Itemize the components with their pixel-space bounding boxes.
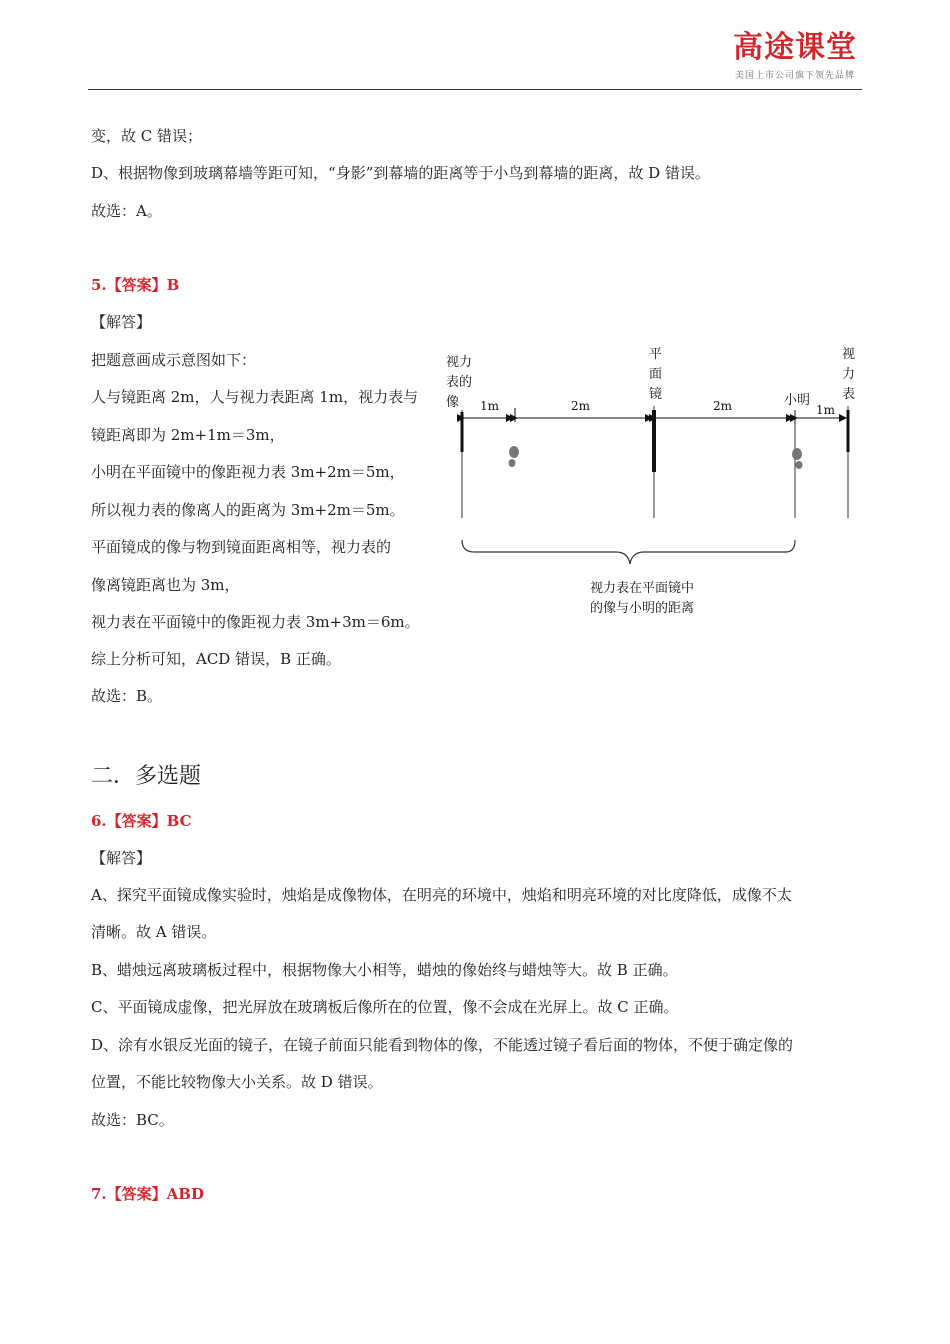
q5-line-1: 把题意画成示意图如下： [91,351,257,369]
q5-line-7: 像离镜距离也为 3m， [91,576,240,594]
q6-answer-value: BC [166,812,192,830]
q7-answer-value: ABD [166,1185,204,1203]
q6-solution-label: 【解答】 [91,849,152,867]
q6-line-6: 位置，不能比较物像大小关系。故 D 错误。 [91,1073,383,1091]
footprint-person-icon [792,448,803,469]
footprint-image-icon [509,446,520,467]
q6-line-5: D、涂有水银反光面的镜子，在镜子前面只能看到物体的像，不能透过镜子看后面的物体，不便于确定像的 [91,1036,794,1054]
label-mirror-3: 镜 [649,387,663,402]
q5-line-4: 小明在平面镜中的像距视力表 3m+2m＝5m， [91,463,405,481]
q6-line-2: 清晰。故 A 错误。 [91,923,217,941]
q4-line-2: D、根据物像到玻璃幕墙等距可知，“身影”到幕墙的距离等于小鸟到幕墙的距离，故 D 错误。 [91,164,710,182]
q7-answer-heading [91,1184,204,1204]
q5-line-3: 镜距离即为 2m+1m＝3m， [91,426,285,444]
dim-label-2m-right: 2m [713,399,733,413]
distance-brace [462,540,795,564]
mirror-distance-diagram [440,340,870,630]
q6-line-1: A、探究平面镜成像实验时，烛焰是成像物体，在明亮的环境中，烛焰和明亮环境的对比度降低，成像不太 [91,886,792,904]
logo-text: 高途课堂 [733,30,857,65]
q5-answer-value: B [166,276,180,294]
q5-line-10: 故选：B。 [91,687,163,705]
section-title: 二．多选题 [91,764,202,789]
q6-line-7: 故选：BC。 [91,1111,174,1129]
brand-logo [725,30,865,82]
q6-answer-label: 6.【答案】 [91,812,167,830]
logo-tagline: 美国上市公司旗下领先品牌 [734,71,855,81]
q5-solution-label: 【解答】 [91,313,152,331]
dim-label-1m-right: 1m [816,403,836,417]
q6-answer-heading [91,811,192,831]
q5-answer-heading [91,275,179,295]
label-image-1: 视力 [446,355,473,370]
caption-line-1: 视力表在平面镜中 [590,581,695,596]
dim-label-2m-left: 2m [571,399,591,413]
q4-line-1: 变，故 C 错误； [91,127,203,145]
dim-label-1m-left: 1m [480,399,500,413]
label-image-2: 表的 [446,375,473,390]
q5-line-5: 所以视力表的像离人的距离为 3m+2m＝5m。 [91,501,405,519]
q7-answer-label: 7.【答案】 [91,1185,167,1203]
label-image-3: 像 [446,395,460,410]
q5-line-6: 平面镜成的像与物到镜面距离相等，视力表的 [91,538,392,556]
header-divider [88,89,862,90]
q5-line-8: 视力表在平面镜中的像距视力表 3m+3m＝6m。 [91,613,420,631]
label-chart-1: 视 [842,347,856,362]
q5-answer-label: 5.【答案】 [91,276,167,294]
q5-line-9: 综上分析可知，ACD 错误，B 正确。 [91,650,341,668]
q6-line-4: C、平面镜成虚像，把光屏放在玻璃板后像所在的位置，像不会成在光屏上。故 C 正确。 [91,998,679,1016]
label-chart-3: 表 [842,387,856,402]
label-chart-2: 力 [842,367,856,382]
q4-line-3: 故选：A。 [91,202,162,220]
q6-line-3: B、蜡烛远离玻璃板过程中，根据物像大小相等，蜡烛的像始终与蜡烛等大。故 B 正确。 [91,961,678,979]
label-mirror-1: 平 [649,347,663,362]
caption-line-2: 的像与小明的距离 [590,601,695,616]
label-mirror-2: 面 [649,367,663,382]
label-person: 小明 [784,393,811,408]
q5-line-2: 人与镜距离 2m，人与视力表距离 1m，视力表与 [91,388,419,406]
